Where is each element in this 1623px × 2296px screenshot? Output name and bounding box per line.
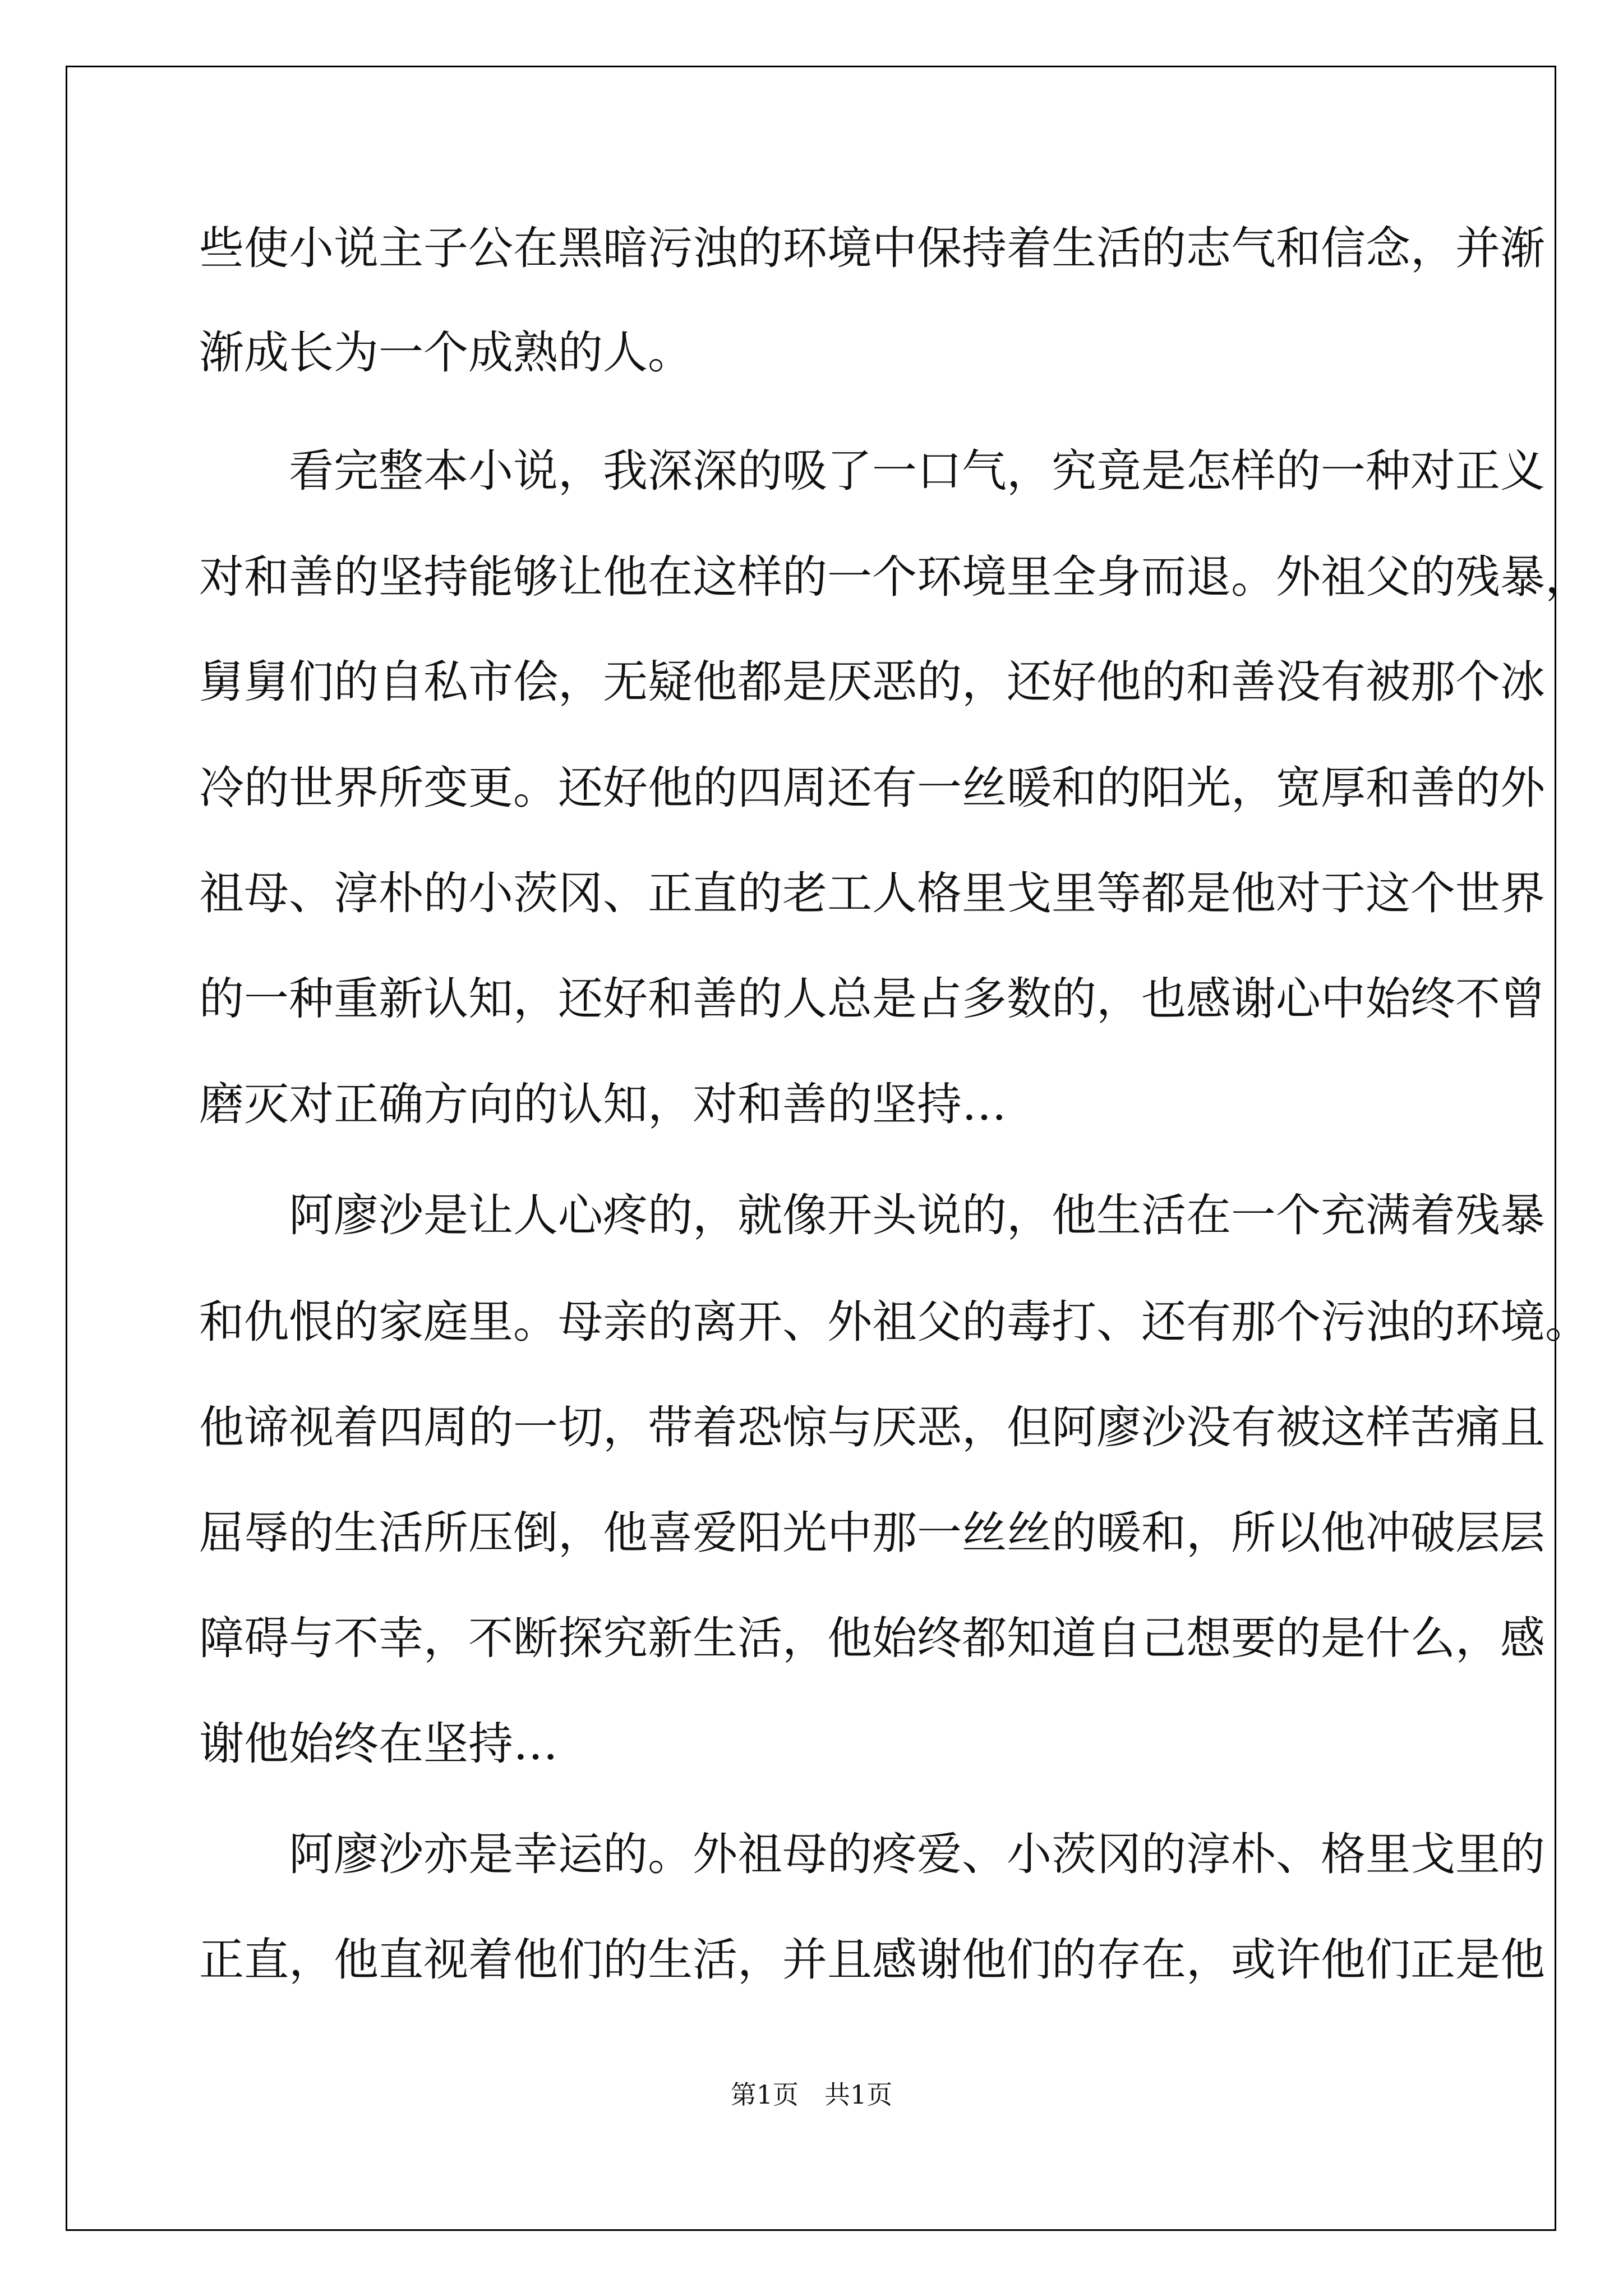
text-line: 祖母、淳朴的小茨冈、正直的老工人格里戈里等都是他对于这个世界 [199,867,1545,919]
text-line: 的一种重新认知，还好和善的人总是占多数的，也感谢心中始终不曾 [199,973,1545,1025]
text-line: 磨灭对正确方向的认知，对和善的坚持… [199,1078,1007,1130]
text-line: 阿廖沙亦是幸运的。外祖母的疼爱、小茨冈的淳朴、格里戈里的 [199,1828,1545,1880]
text-line: 舅舅们的自私市侩，无疑他都是厌恶的，还好他的和善没有被那个冰 [199,656,1545,708]
page-border [66,66,1556,2231]
text-line: 屈辱的生活所压倒，他喜爱阳光中那一丝丝的暖和，所以他冲破层层 [199,1507,1545,1559]
text-line: 阿廖沙是让人心疼的，就像开头说的，他生活在一个充满着残暴 [199,1189,1545,1241]
text-line: 谢他始终在坚持… [199,1718,558,1770]
text-line: 和仇恨的家庭里。母亲的离开、外祖父的毒打、还有那个污浊的环境。 [199,1296,1590,1348]
page-footer [0,2079,1623,2110]
text-line: 正直，他直视着他们的生活，并且感谢他们的存在，或许他们正是他 [199,1934,1545,1986]
text-line: 障碍与不幸，不断探究新生活，他始终都知道自己想要的是什么，感 [199,1612,1545,1664]
text-line: 冷的世界所变更。还好他的四周还有一丝暖和的阳光，宽厚和善的外 [199,762,1545,814]
text-line: 对和善的坚持能够让他在这样的一个环境里全身而退。外祖父的残暴， [199,551,1590,603]
text-line: 些使小说主子公在黑暗污浊的环境中保持着生活的志气和信念，并渐 [199,222,1545,274]
page-number: 第1页 共1页 [730,2079,893,2110]
text-line: 他谛视着四周的一切，带着恐惊与厌恶，但阿廖沙没有被这样苦痛且 [199,1401,1545,1453]
text-line: 看完整本小说，我深深的吸了一口气，究竟是怎样的一种对正义 [199,445,1545,497]
text-line: 渐成长为一个成熟的人。 [199,326,693,379]
